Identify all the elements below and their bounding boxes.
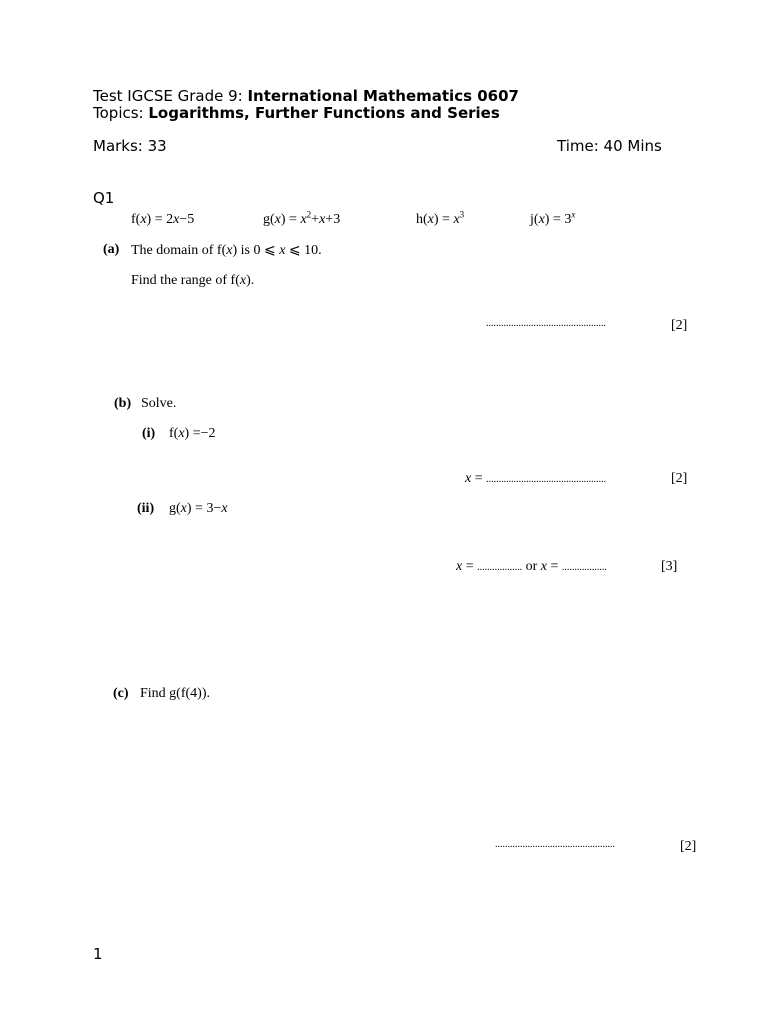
part-b-ii-answer[interactable]: x = .................. or x = ..................: [456, 559, 607, 574]
topics-title: Logarithms, Further Functions and Series: [148, 104, 500, 122]
function-j: $j(x) = 3^x$: [530, 209, 576, 227]
part-b-ii-marks: [3]: [661, 559, 678, 574]
part-b-instruction: Solve.: [141, 396, 177, 411]
header-line-2: [93, 104, 500, 122]
part-c-instruction: Find g(f(4)).: [140, 686, 210, 701]
part-a-answer-line[interactable]: ................................................: [486, 318, 606, 329]
topics-prefix: Topics:: [93, 104, 149, 122]
function-g: $g(x) = x^2+x+3$: [263, 209, 341, 227]
part-b-i-marks: [2]: [671, 471, 688, 486]
part-a-label: (a): [103, 242, 120, 257]
subject-title: International Mathematics 0607: [247, 87, 519, 105]
part-a-marks: [2]: [671, 318, 688, 333]
part-c-label: (c): [113, 686, 129, 701]
part-b-i-label: (i): [142, 426, 156, 441]
function-h: $h(x) = x^3$: [416, 209, 465, 227]
part-c-answer-line[interactable]: ................................................: [495, 839, 615, 850]
question-number: Q1: [93, 189, 115, 207]
part-b-i-answer[interactable]: x = ................................................: [465, 471, 607, 486]
part-a-domain-text: The domain of f(x) is 0 ⩽ x ⩽ 10.: [131, 243, 322, 258]
time-limit: Time: 40 Mins: [557, 137, 662, 155]
marks-total: Marks: 33: [93, 137, 167, 155]
page-number: 1: [93, 945, 103, 963]
part-b-label: (b): [114, 396, 132, 411]
part-b-ii-equation: g(x) = 3−x: [169, 501, 228, 516]
part-c-marks: [2]: [680, 839, 697, 854]
part-b-ii-label: (ii): [137, 501, 155, 516]
header-prefix: Test IGCSE Grade 9:: [93, 87, 248, 105]
header-line-1: [93, 87, 519, 105]
function-f: f(x) = 2x−5: [131, 212, 195, 227]
part-b-i-equation: f(x) =−2: [169, 426, 216, 441]
part-a-instruction: Find the range of f(x).: [131, 273, 255, 288]
